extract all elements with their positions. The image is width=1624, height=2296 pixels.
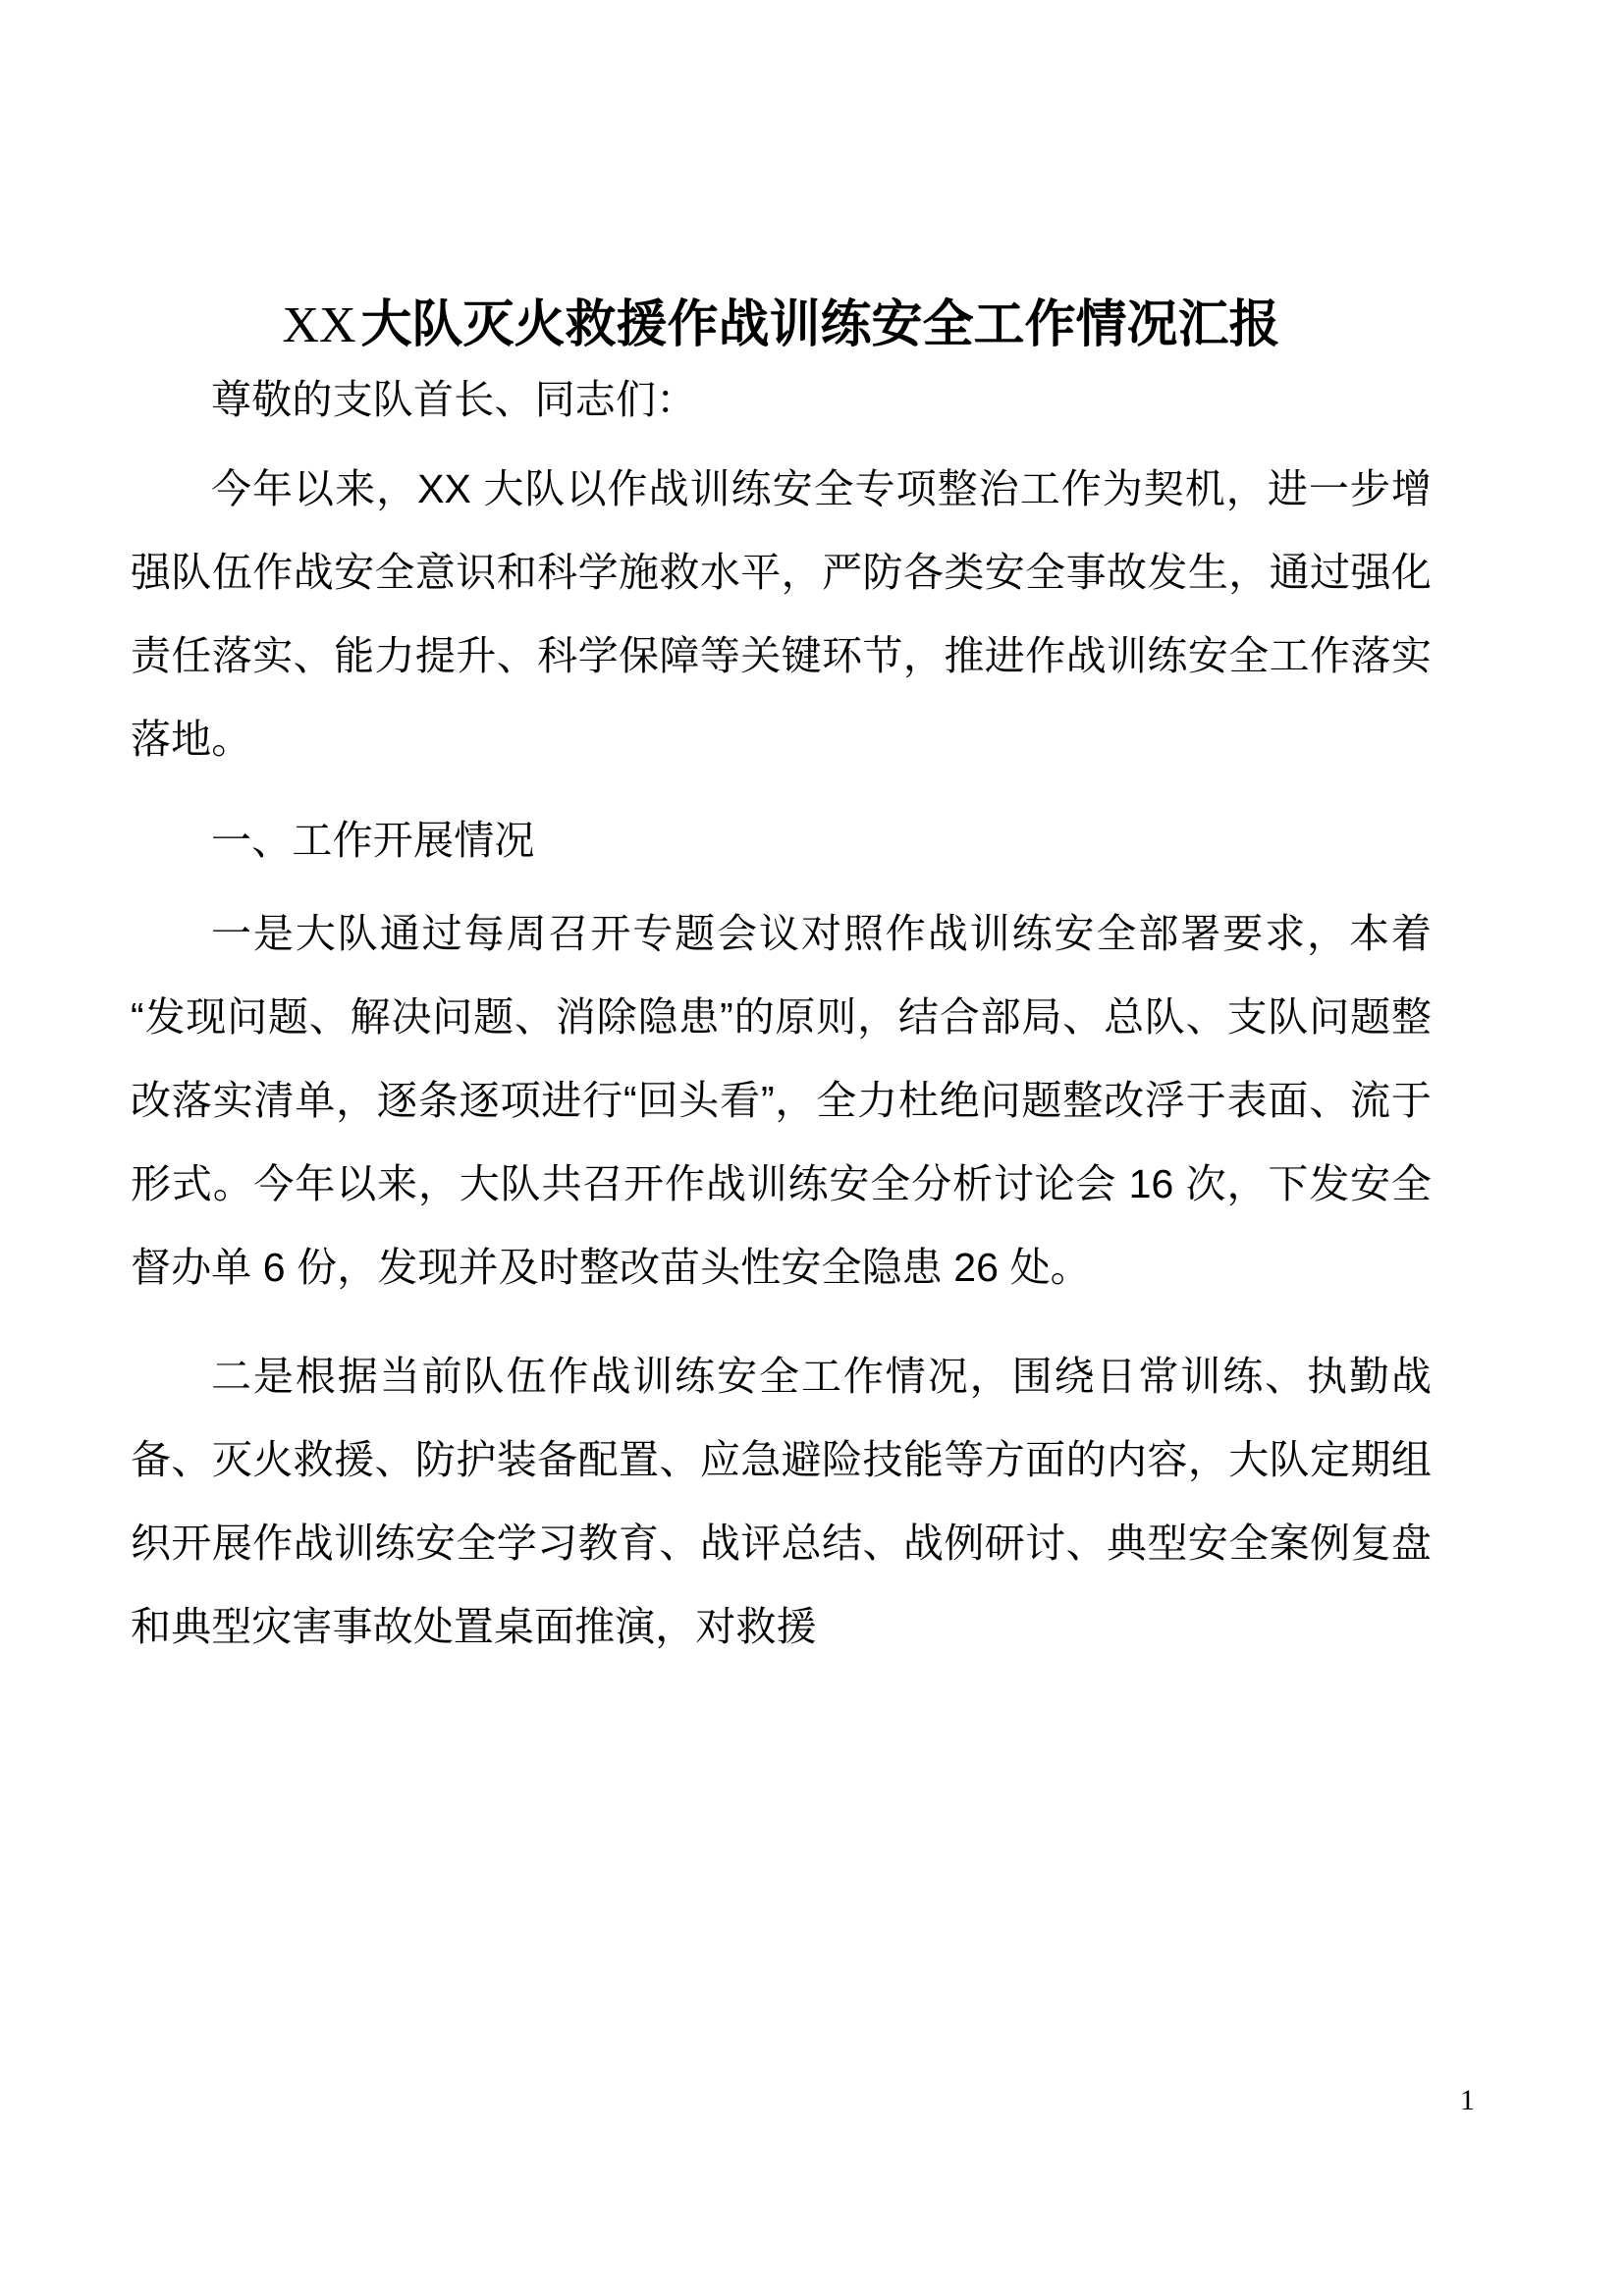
title-main: 大队灭火救援作战训练安全工作情况汇报 [360, 296, 1280, 353]
page-number: 1 [1460, 2084, 1475, 2116]
title-latin-prefix: XX [282, 297, 356, 353]
document-content [131, 294, 1432, 1669]
page-title [131, 294, 1432, 356]
paragraph-point-two: 二是根据当前队伍作战训练安全工作情况，围绕日常训练、执勤战备、灭火救援、防护装备配置、应急避险技能等方面的内容，大队定期组织开展作战训练安全学习教育、战评总结、战例研讨、典型安全案例复盘和典型灾害事故处置桌面推演，对救援 [131, 1354, 1432, 1650]
salutation-line: 尊敬的支队首长、同志们： [211, 377, 697, 423]
paragraph-intro: 今年以来，XX 大队以作战训练安全专项整治工作为契机，进一步增强队伍作战安全意识和科学施救水平，严防各类安全事故发生，通过强化责任落实、能力提升、科学保障等关键环节，推进作战训练安全工作落实落地。 [131, 465, 1432, 762]
paragraph-point-one: 一是大队通过每周召开专题会议对照作战训练安全部署要求，本着“发现问题、解决问题、消除隐患”的原则，结合部局、总队、支队问题整改落实清单，逐条逐项进行“回头看”，全力杜绝问题整改浮于表面、流于形式。今年以来，大队共召开作战训练安全分析讨论会 16 次，下发安全督办单 6 份，发现并及时整改苗头性安全隐患 26 处。 [131, 911, 1432, 1291]
section-heading-one: 一、工作开展情况 [211, 817, 535, 863]
